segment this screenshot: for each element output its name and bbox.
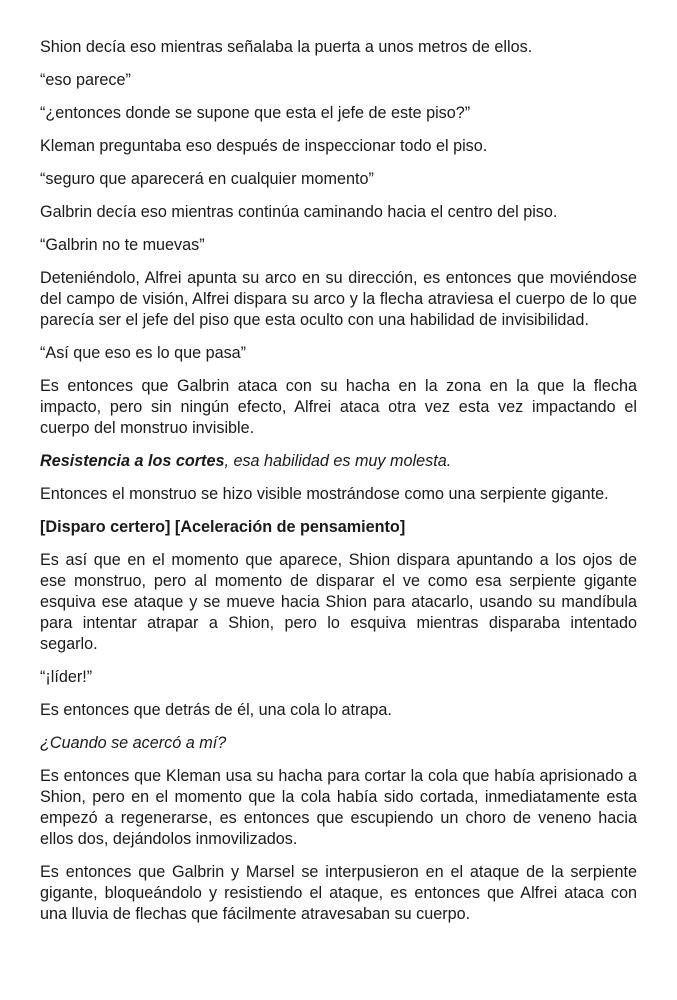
dialogue-seguro: “seguro que aparecerá en cualquier momento” [40,170,374,188]
thought-text: , esa habilidad es muy molesta. [224,452,452,470]
paragraph-alfrei-arrow: Deteniéndolo, Alfrei apunta su arco en su dirección, es entonces que moviéndose del campo de visión, Alfrei dispara su arco y la flecha atraviesa el cuerpo de lo que parecía ser el jefe del piso que esta oculto con una habilidad de invisibilidad. [40,269,637,329]
dialogue-galbrin-stop: “Galbrin no te muevas” [40,236,205,254]
paragraph-galbrin-attack: Es entonces que Galbrin ataca con su hacha en la zona en la que la flecha impacto, pero sin ningún efecto, Alfrei ataca otra vez esta vez impactando el cuerpo del monstruo invisible. [40,377,637,437]
paragraph-kleman: Kleman preguntaba eso después de inspeccionar todo el piso. [40,137,488,155]
document-body [40,37,637,937]
paragraph-galbrin-walks: Galbrin decía eso mientras continúa caminando hacia el centro del piso. [40,203,558,221]
dialogue-lider: “¡líder!” [40,668,93,686]
paragraph-1: Shion decía eso mientras señalaba la puerta a unos metros de ellos. [40,38,533,56]
paragraph-cola-atrapa: Es entonces que detrás de él, una cola lo atrapa. [40,701,392,719]
dialogue-jefe-question: “¿entonces donde se supone que esta el jefe de este piso?” [40,104,471,122]
paragraph-galbrin-marsel: Es entonces que Galbrin y Marsel se interpusieron en el ataque de la serpiente gigante, bloqueándolo y resistiendo el ataque, es entonces que Alfrei ataca con una lluvia de flechas que fácilmente atravesaban su cuerpo. [40,863,637,923]
paragraph-serpiente-visible: Entonces el monstruo se hizo visible mostrándose como una serpiente gigante. [40,485,609,503]
paragraph-resistencia [40,451,637,472]
dialogue-eso-parece: “eso parece” [40,71,131,89]
paragraph-kleman-cuts: Es entonces que Kleman usa su hacha para cortar la cola que había aprisionado a Shion, pero en el momento que la cola había sido cortada, inmediatamente esta empezó a regenerarse, es entonces que escupiendo un choro de veneno hacia ellos dos, dejándolos inmovilizados. [40,767,637,848]
skill-activation: [Disparo certero] [Aceleración de pensamiento] [40,518,406,536]
paragraph-shion-shoots: Es así que en el momento que aparece, Shion dispara apuntando a los ojos de ese monstruo, pero al momento de disparar el ve como esa serpiente gigante esquiva ese ataque y se mueve hacia Shion para atacarlo, usando su mandíbula para intentar atrapar a Shion, pero lo esquiva mientras disparaba intentado segarlo. [40,551,637,653]
thought-cuando-se-acerco: ¿Cuando se acercó a mí? [40,734,227,752]
skill-name-resistencia: Resistencia a los cortes [40,452,225,470]
dialogue-asi-que: “Así que eso es lo que pasa” [40,344,247,362]
